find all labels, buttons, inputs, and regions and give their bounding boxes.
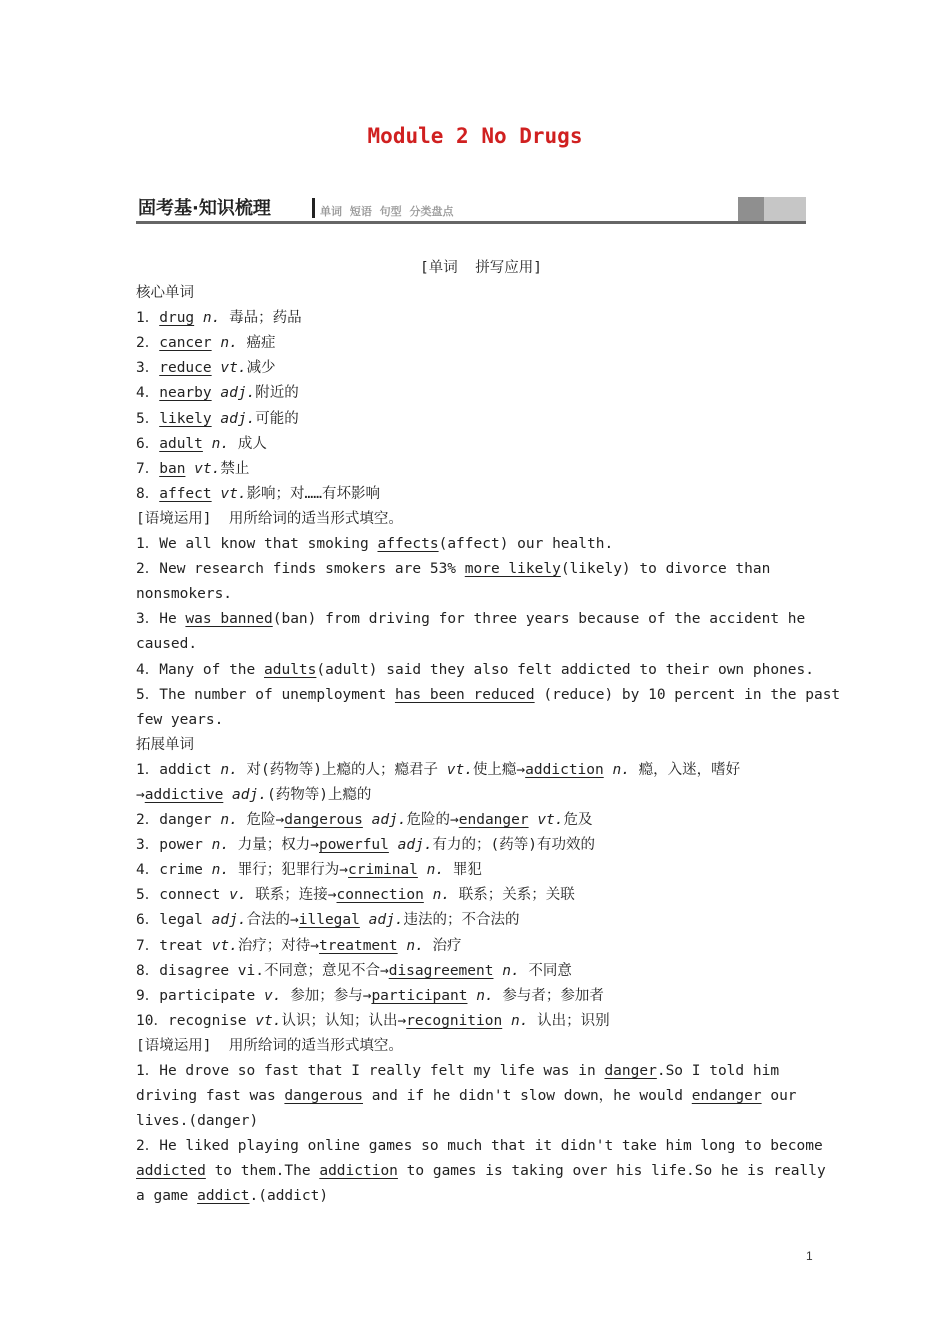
- text-line: [136, 331, 826, 356]
- text-run: few years.: [136, 711, 224, 728]
- text-line: [136, 582, 826, 607]
- banner-decor-light: [764, 197, 806, 221]
- banner-subheading: 单词 短语 句型 分类盘点: [320, 205, 454, 218]
- text-run: 减少: [246, 360, 276, 377]
- part-of-speech: adj.: [368, 912, 404, 929]
- text-run: (likely) to divorce than: [560, 561, 771, 578]
- module-title: Module 2 No Drugs: [367, 124, 583, 148]
- text-run: 认识；认知；认出→: [281, 1012, 407, 1029]
- banner-decor-dark: [738, 197, 764, 221]
- banner-heading: 固考基·知识梳理: [138, 198, 271, 219]
- part-of-speech: vt.: [211, 937, 238, 954]
- part-of-speech: n.: [432, 887, 451, 904]
- banner-rule: [136, 221, 806, 224]
- text-line: [136, 482, 826, 507]
- text-run: 附近的: [255, 385, 299, 402]
- text-line: [136, 306, 826, 331]
- text-line: [136, 381, 826, 406]
- text-line: [136, 984, 826, 1009]
- answer-blank: ban: [159, 460, 186, 477]
- text-run: [360, 912, 369, 928]
- text-run: (reduce) by 10 percent in the past: [534, 686, 841, 703]
- text-line: [136, 281, 826, 306]
- section-label: [136, 256, 826, 281]
- text-run: 治疗；对待→: [237, 937, 320, 954]
- text-line: [136, 1109, 826, 1134]
- text-line: [136, 959, 826, 984]
- part-of-speech: adj.: [220, 385, 256, 402]
- text-run: →: [136, 786, 145, 803]
- part-of-speech: n.: [510, 1012, 529, 1029]
- text-line: [136, 432, 826, 457]
- text-run: 1．He drove so fast that I really felt my life was in: [136, 1063, 605, 1079]
- part-of-speech: n.: [476, 987, 494, 1004]
- text-run: 6．: [136, 435, 160, 452]
- text-line: [136, 1184, 826, 1209]
- part-of-speech: adj.: [211, 912, 247, 929]
- text-run: (药物等)上瘾的: [266, 786, 372, 803]
- text-line: [136, 783, 826, 808]
- text-run: 2．danger: [136, 812, 221, 829]
- text-run: 参与者；参加者: [493, 987, 604, 1004]
- text-run: 罪犯: [444, 862, 482, 879]
- text-run: 1．We all know that smoking: [136, 536, 378, 553]
- text-run: 4．crime: [136, 862, 212, 879]
- answer-blank: endanger: [458, 812, 529, 829]
- part-of-speech: n.: [211, 435, 230, 452]
- page-number: 1: [806, 1249, 813, 1263]
- part-of-speech: v.: [229, 887, 247, 904]
- part-of-speech: adj.: [371, 812, 407, 829]
- answer-blank: endanger: [691, 1088, 762, 1105]
- text-run: 危险的→: [406, 812, 459, 829]
- text-run: [203, 436, 212, 452]
- text-run: .(addict): [249, 1188, 329, 1205]
- text-line: [136, 507, 826, 532]
- text-line: [136, 708, 826, 733]
- answer-blank: addiction: [525, 761, 604, 778]
- text-run: 有力的；(药等)有功效的: [432, 837, 596, 854]
- part-of-speech: n.: [202, 310, 221, 327]
- text-run: caused.: [136, 636, 198, 653]
- text-run: 6．legal: [136, 912, 212, 929]
- text-run: 1．: [136, 310, 160, 327]
- text-run: 参加；参与→: [281, 987, 372, 1004]
- text-run: 3．power: [136, 837, 212, 854]
- answer-blank: danger: [604, 1063, 657, 1079]
- text-run: 对(药物等)上瘾的人；瘾君子: [237, 761, 447, 778]
- text-run: [502, 1013, 511, 1029]
- text-run: 7．: [136, 460, 160, 477]
- text-run: 毒品；药品: [220, 310, 302, 327]
- text-run: and if he didn't slow down，he would: [362, 1088, 692, 1105]
- text-run: 3．: [136, 360, 160, 377]
- part-of-speech: vt.: [194, 460, 221, 477]
- text-run: 成人: [229, 435, 267, 452]
- text-run: (adult) said they also felt addicted to their own phones.: [316, 661, 814, 678]
- text-line: [136, 457, 826, 482]
- text-line: [136, 934, 826, 959]
- part-of-speech: n.: [220, 335, 238, 352]
- text-run: a game: [136, 1188, 198, 1205]
- answer-blank: recognition: [406, 1012, 503, 1029]
- text-run: 危险→: [237, 812, 285, 829]
- answer-blank: connection: [336, 887, 424, 904]
- text-run: [语境运用] 用所给词的适当形式填空。: [136, 1037, 403, 1054]
- text-run: our: [761, 1088, 797, 1105]
- answer-blank: dangerous: [284, 812, 363, 829]
- text-run: to games is taking over his life.So he is really: [397, 1163, 826, 1180]
- answer-blank: adult: [159, 435, 203, 452]
- part-of-speech: n.: [211, 837, 230, 854]
- part-of-speech: n.: [426, 862, 445, 879]
- text-run: 1．addict: [136, 761, 221, 778]
- text-run: 拓展单词: [136, 736, 194, 753]
- text-run: 违法的；不合法的: [403, 912, 520, 929]
- text-line: [136, 683, 841, 708]
- text-run: (ban) from driving for three years because of the accident he: [272, 611, 806, 628]
- answer-blank: addicted: [136, 1163, 206, 1180]
- text-line: [136, 1134, 826, 1159]
- text-line: [136, 1059, 826, 1084]
- text-run: 10．recognise: [136, 1012, 256, 1029]
- text-line: [136, 758, 826, 783]
- text-line: [136, 808, 826, 833]
- text-run: 认出；识别: [528, 1012, 610, 1029]
- answer-blank: dangerous: [284, 1088, 363, 1105]
- part-of-speech: adj.: [232, 786, 267, 803]
- answer-blank: more likely: [464, 561, 561, 578]
- text-run: driving fast was: [136, 1088, 285, 1105]
- text-line: [136, 733, 826, 758]
- text-run: 瘾，入迷，嗜好: [629, 761, 741, 778]
- answer-blank: addictive: [144, 786, 224, 803]
- text-run: 3．He: [136, 611, 186, 628]
- text-run: [389, 837, 398, 853]
- text-run: [363, 812, 372, 828]
- text-run: [493, 963, 502, 979]
- text-run: 4．Many of the: [136, 661, 264, 678]
- text-line: [136, 1034, 826, 1059]
- text-line: [136, 1084, 826, 1109]
- text-run: 禁止: [220, 460, 250, 477]
- answer-blank: affects: [377, 536, 439, 553]
- answer-blank: addiction: [319, 1163, 398, 1180]
- text-run: [194, 310, 203, 326]
- answer-blank: likely: [159, 410, 212, 427]
- text-line: [136, 658, 826, 683]
- answer-blank: treatment: [319, 937, 398, 954]
- text-run: .So I told him: [656, 1063, 780, 1079]
- text-line: [136, 1159, 826, 1184]
- text-line: [136, 1009, 826, 1034]
- text-run: [223, 787, 232, 803]
- text-line: [136, 858, 826, 883]
- text-run: [467, 988, 476, 1004]
- answer-blank: nearby: [159, 385, 212, 402]
- part-of-speech: n.: [406, 937, 424, 954]
- answer-blank: affect: [159, 485, 212, 502]
- text-run: 5．The number of unemployment: [136, 686, 395, 703]
- answer-blank: criminal: [348, 862, 418, 879]
- text-run: [单词 拼写应用]: [420, 260, 542, 276]
- text-run: 不同意: [519, 962, 572, 979]
- text-line: [136, 833, 826, 858]
- text-run: 2．New research finds smokers are 53%: [136, 561, 465, 578]
- text-run: 8．disagree vi.不同意；意见不合→: [136, 962, 389, 979]
- part-of-speech: v.: [264, 987, 282, 1004]
- text-run: 可能的: [255, 410, 299, 427]
- part-of-speech: vt.: [255, 1012, 282, 1029]
- part-of-speech: vt.: [537, 812, 564, 829]
- part-of-speech: n.: [211, 862, 230, 879]
- text-run: 2．: [136, 335, 160, 352]
- section-banner: [136, 194, 806, 224]
- text-line: [136, 356, 826, 381]
- text-run: 力量；权力→: [229, 837, 320, 854]
- part-of-speech: n.: [502, 962, 520, 979]
- answer-blank: reduce: [159, 360, 212, 377]
- text-line: [136, 407, 826, 432]
- part-of-speech: vt.: [446, 761, 473, 778]
- answer-blank: drug: [159, 310, 195, 327]
- text-run: [418, 862, 427, 878]
- text-line: [136, 632, 826, 657]
- part-of-speech: adj.: [220, 410, 256, 427]
- text-run: [185, 461, 194, 477]
- text-run: to them.The: [205, 1163, 320, 1180]
- answer-blank: adults: [264, 661, 317, 678]
- text-run: 癌症: [237, 335, 276, 352]
- text-run: nonsmokers.: [136, 586, 233, 603]
- text-run: 核心单词: [136, 285, 194, 302]
- answer-blank: participant: [371, 987, 468, 1004]
- text-run: 4．: [136, 385, 160, 402]
- answer-blank: was banned: [185, 611, 273, 628]
- answer-blank: powerful: [319, 837, 389, 854]
- text-line: [136, 557, 826, 582]
- banner-divider: [312, 198, 315, 218]
- text-run: 8．: [136, 485, 160, 502]
- text-run: [424, 887, 433, 903]
- text-run: 使上瘾→: [472, 761, 526, 778]
- text-run: (affect) our health.: [438, 536, 614, 553]
- answer-blank: has been reduced: [394, 686, 535, 703]
- text-line: [136, 607, 826, 632]
- part-of-speech: n.: [612, 761, 630, 778]
- text-run: 危及: [563, 812, 593, 829]
- answer-blank: addict: [197, 1188, 250, 1205]
- part-of-speech: n.: [220, 812, 238, 829]
- text-run: 影响；对……有坏影响: [246, 485, 381, 502]
- text-run: 2．He liked playing online games so much that it didn't take him long to become: [136, 1138, 823, 1155]
- part-of-speech: adj.: [397, 837, 433, 854]
- text-run: 治疗: [423, 937, 462, 954]
- text-run: 联系；关系；关联: [450, 887, 575, 904]
- text-run: 联系；连接→: [246, 887, 337, 904]
- text-run: lives.(danger): [136, 1113, 259, 1130]
- text-run: 5．connect: [136, 887, 230, 904]
- text-run: 合法的→: [246, 912, 299, 929]
- part-of-speech: vt.: [220, 360, 247, 377]
- answer-blank: disagreement: [388, 962, 494, 979]
- answer-blank: illegal: [298, 912, 360, 929]
- text-line: [136, 532, 826, 557]
- text-run: 罪行；犯罪行为→: [229, 862, 349, 879]
- text-run: 7．treat: [136, 937, 212, 954]
- part-of-speech: vt.: [220, 485, 247, 502]
- text-run: 5．: [136, 410, 160, 427]
- answer-blank: cancer: [159, 335, 212, 352]
- text-run: 9．participate: [136, 987, 264, 1004]
- document-body: [136, 256, 841, 1210]
- text-run: [语境运用] 用所给词的适当形式填空。: [136, 510, 403, 527]
- part-of-speech: n.: [220, 761, 238, 778]
- text-line: [136, 883, 826, 908]
- text-line: [136, 908, 826, 933]
